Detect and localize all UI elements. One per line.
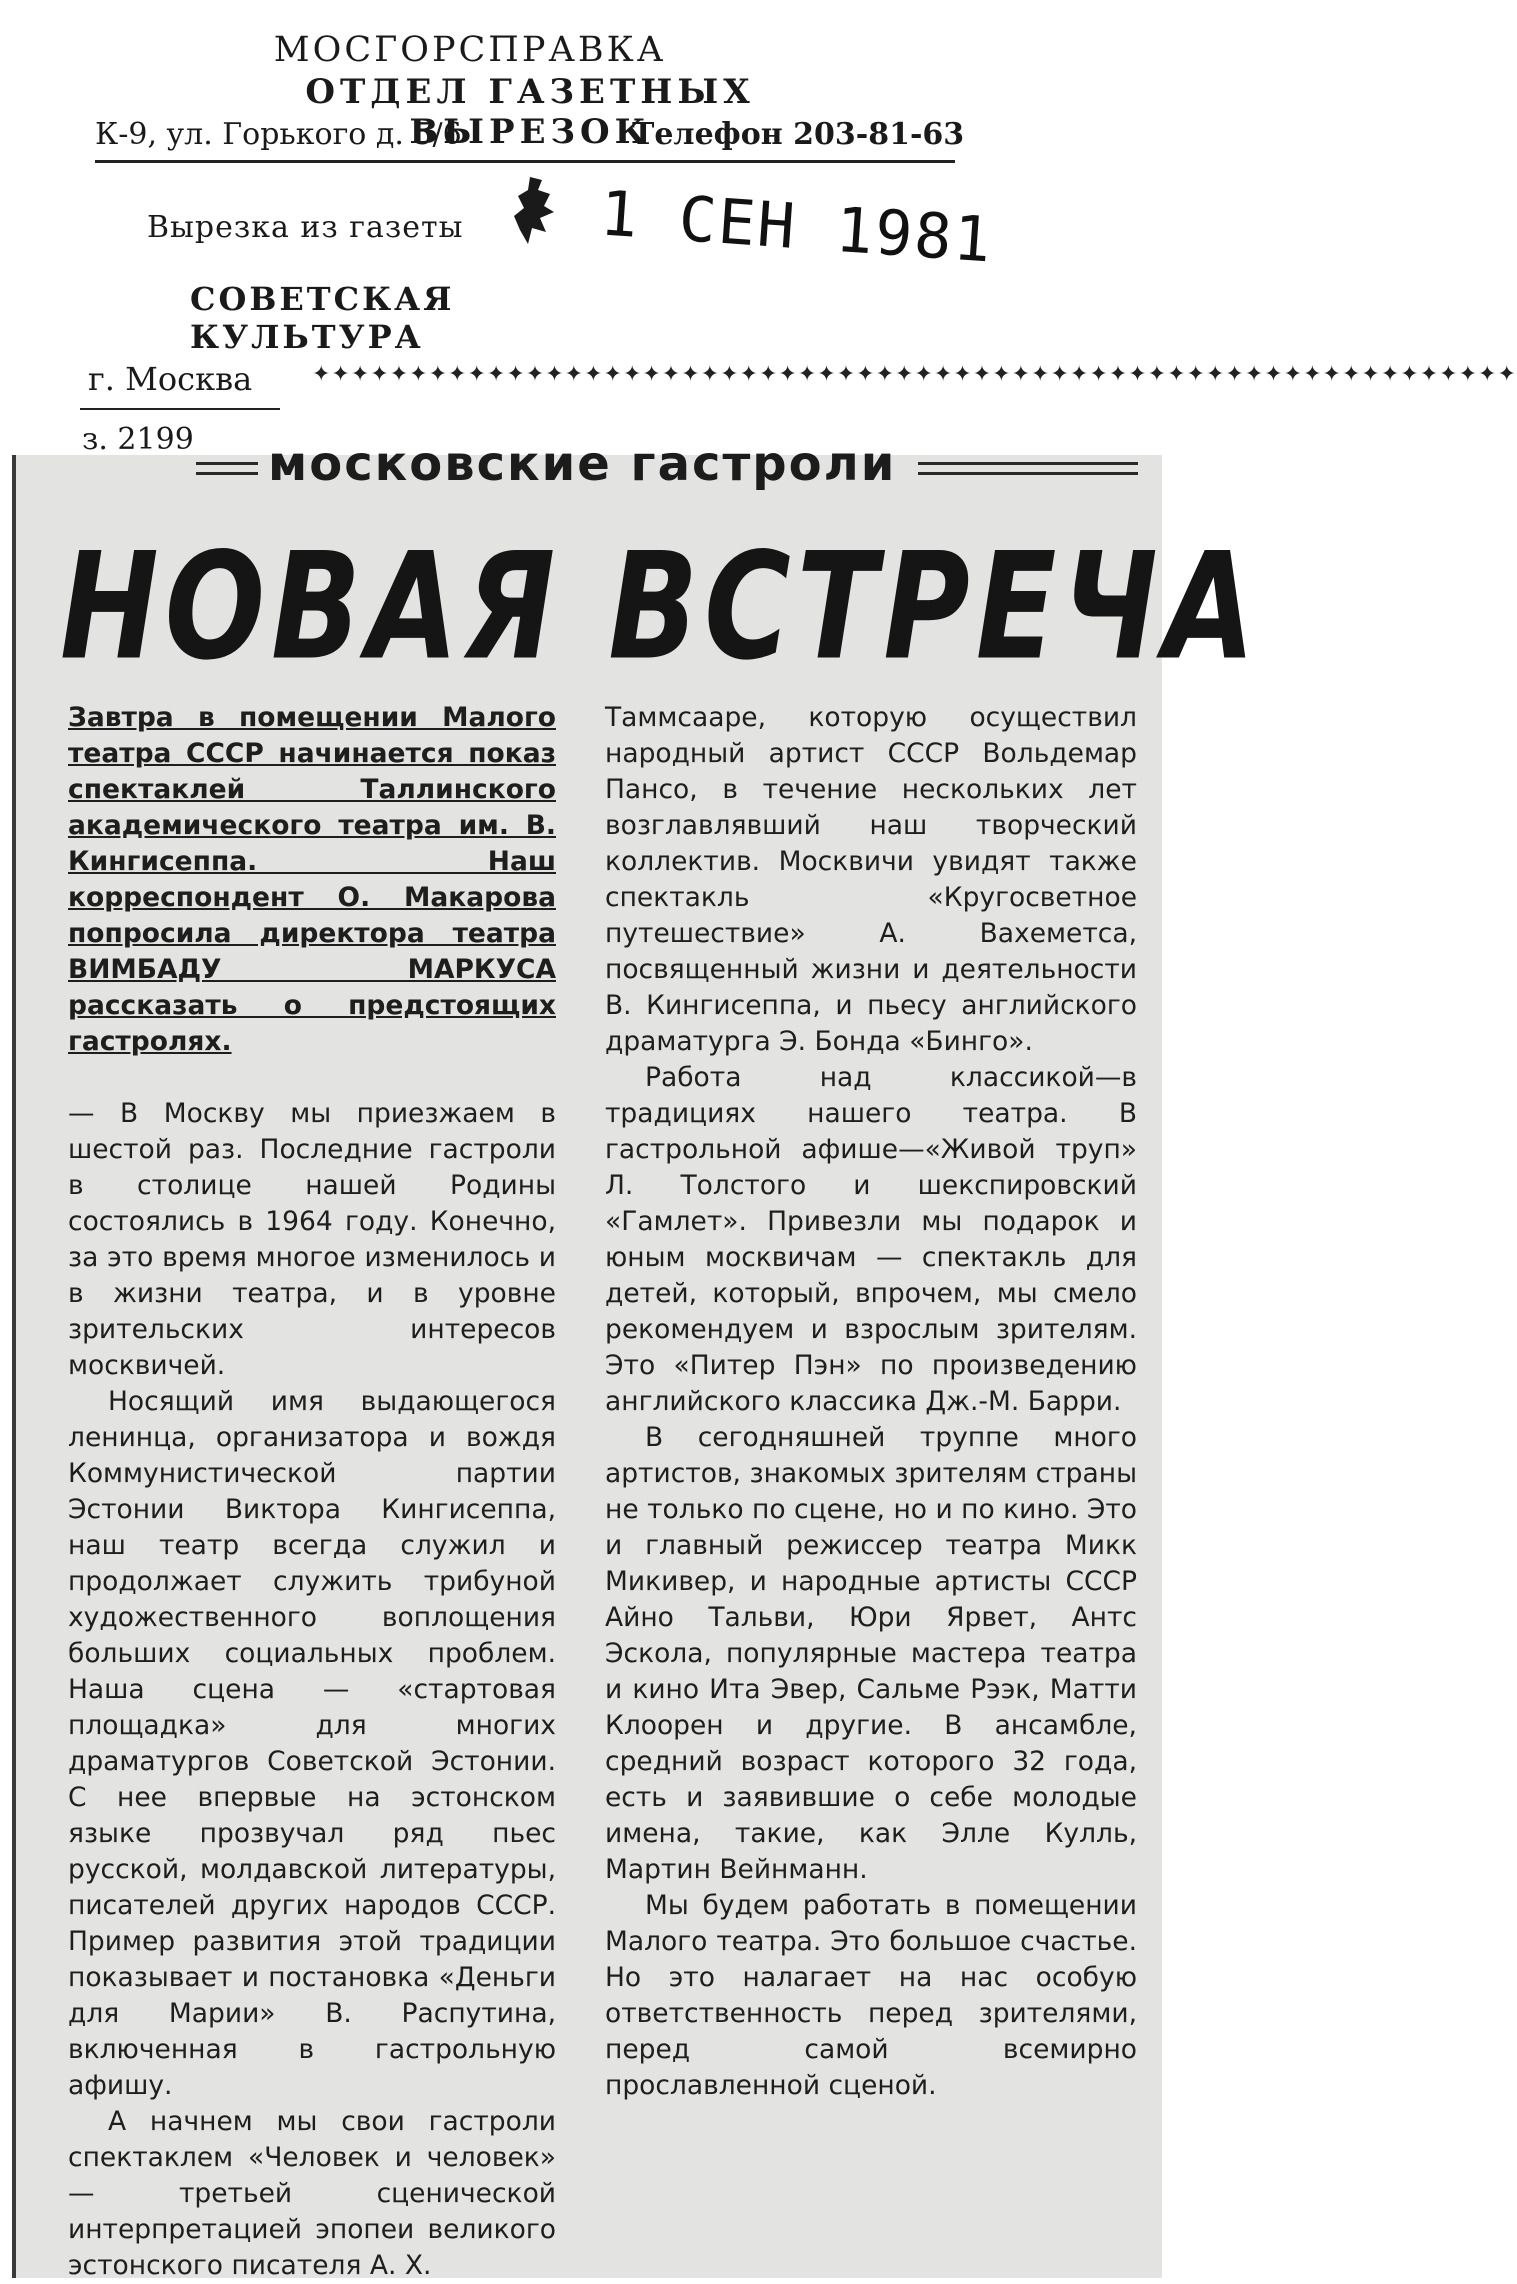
agency-name: МОСГОРСПРАВКА (273, 30, 667, 70)
rubric-title: московские гастроли (268, 436, 897, 492)
article-lead: Завтра в помещении Малого театра СССР начинается показ спектаклей Таллинского академического театра им. В. Кингисеппа. Наш корреспондент О. Макарова попросила директора театра ВИМБАДУ МАРКУСА рассказать о предстоящих гастролях. (68, 702, 556, 1057)
stamp-mark-icon (510, 172, 560, 252)
article-column-right (605, 700, 1137, 2104)
order-number: з. 2199 (82, 422, 194, 457)
agency-phone: Телефон 203-81-63 (632, 117, 965, 152)
rubric-rule-left-2 (196, 472, 258, 475)
clipping-edge (12, 455, 16, 2278)
rubric-rule-right-2 (918, 472, 1138, 475)
headline: НОВАЯ ВСТРЕЧА (60, 520, 1262, 693)
stamp-date: 1 СЕН 1981 (597, 176, 996, 277)
article-column-left (68, 700, 556, 2284)
agency-address: К-9, ул. Горького д. 5/6 (95, 117, 462, 152)
ornament-border: ✦✦✦✦✦✦✦✦✦✦✦✦✦✦✦✦✦✦✦✦✦✦✦✦✦✦✦✦✦✦✦✦✦✦✦✦✦✦✦✦✦✦✦✦✦✦✦✦✦✦✦✦✦✦✦✦✦✦✦✦✦✦ (312, 362, 1517, 387)
paragraph: Носящий имя выдающегося ленинца, организатора и вождя Коммунистической партии Эстонии Виктора Кингисеппа, наш театр всегда служил и продолжает служить трибуной художественного воплощения больших социальных проблем. Наша сцена — «стартовая площадка» для многих драматургов Советской Эстонии. С нее впервые на эстонском языке прозвучал ряд пьес русской, молдавской литературы, писателей других народов СССР. Пример развития этой традиции показывает и постановка «Деньги для Марии» В. Распутина, включенная в гастрольную афишу. (68, 1386, 556, 2101)
rubric-rule-right (918, 462, 1138, 465)
newspaper-name-line1: СОВЕТСКАЯ (190, 280, 455, 318)
paragraph: Работа над классикой—в традициях нашего театра. В гастрольной афише—«Живой труп» Л. Толстого и шекспировский «Гамлет». Привезли мы подарок и юным москвичам — спектакль для детей, который, впрочем, мы смело рекомендуем и взрослым зрителям. Это «Питер Пэн» по произведению английского классика Дж.-М. Барри. (605, 1062, 1137, 1417)
paragraph: Мы будем работать в помещении Малого театра. Это большое счастье. Но это налагает на нас особую ответственность перед зрителями, перед самой всемирно прославленной сценой. (605, 1890, 1137, 2101)
clipping-label: Вырезка из газеты (147, 210, 464, 245)
department-name: ОТДЕЛ ГАЗЕТНЫХ ВЫРЕЗОК (305, 72, 755, 152)
paragraph: Таммсааре, которую осуществил народный артист СССР Вольдемар Пансо, в течение нескольких лет возглавлявший наш творческий коллектив. Москвичи увидят также спектакль «Кругосветное путешествие» А. Вахеметса, посвященный жизни и деятельности В. Кингисеппа, и пьесу английского драматурга Э. Бонда «Бинго». (605, 702, 1137, 1057)
rubric-rule-left (196, 462, 258, 465)
paragraph: В сегодняшней труппе много артистов, знакомых зрителям страны не только по сцене, но и по кино. Это и главный режиссер театра Микк Микивер, и народные артисты СССР Айно Тальви, Юри Ярвет, Антс Эскола, популярные мастера театра и кино Ита Эвер, Сальме Рээк, Матти Клоорен и другие. В ансамбле, средний возраст которого 32 года, есть и заявившие о себе молодые имена, такие, как Элле Кулль, Мартин Вейнманн. (605, 1422, 1137, 1885)
newspaper-name-line2: КУЛЬТУРА (190, 318, 424, 356)
paragraph: А начнем мы свои гастроли спектаклем «Человек и человек» — третьей сценической интерпретацией эпопеи великого эстонского писателя А. Х. (68, 2106, 556, 2281)
paragraph: — В Москву мы приезжаем в шестой раз. Последние гастроли в столице нашей Родины состоялись в 1964 году. Конечно, за это время многое изменилось и в жизни театра, и в уровне зрительских интересов москвичей. (68, 1098, 556, 1381)
city-divider (80, 408, 280, 410)
header-divider (95, 160, 955, 163)
newspaper-city: г. Москва (88, 360, 253, 398)
